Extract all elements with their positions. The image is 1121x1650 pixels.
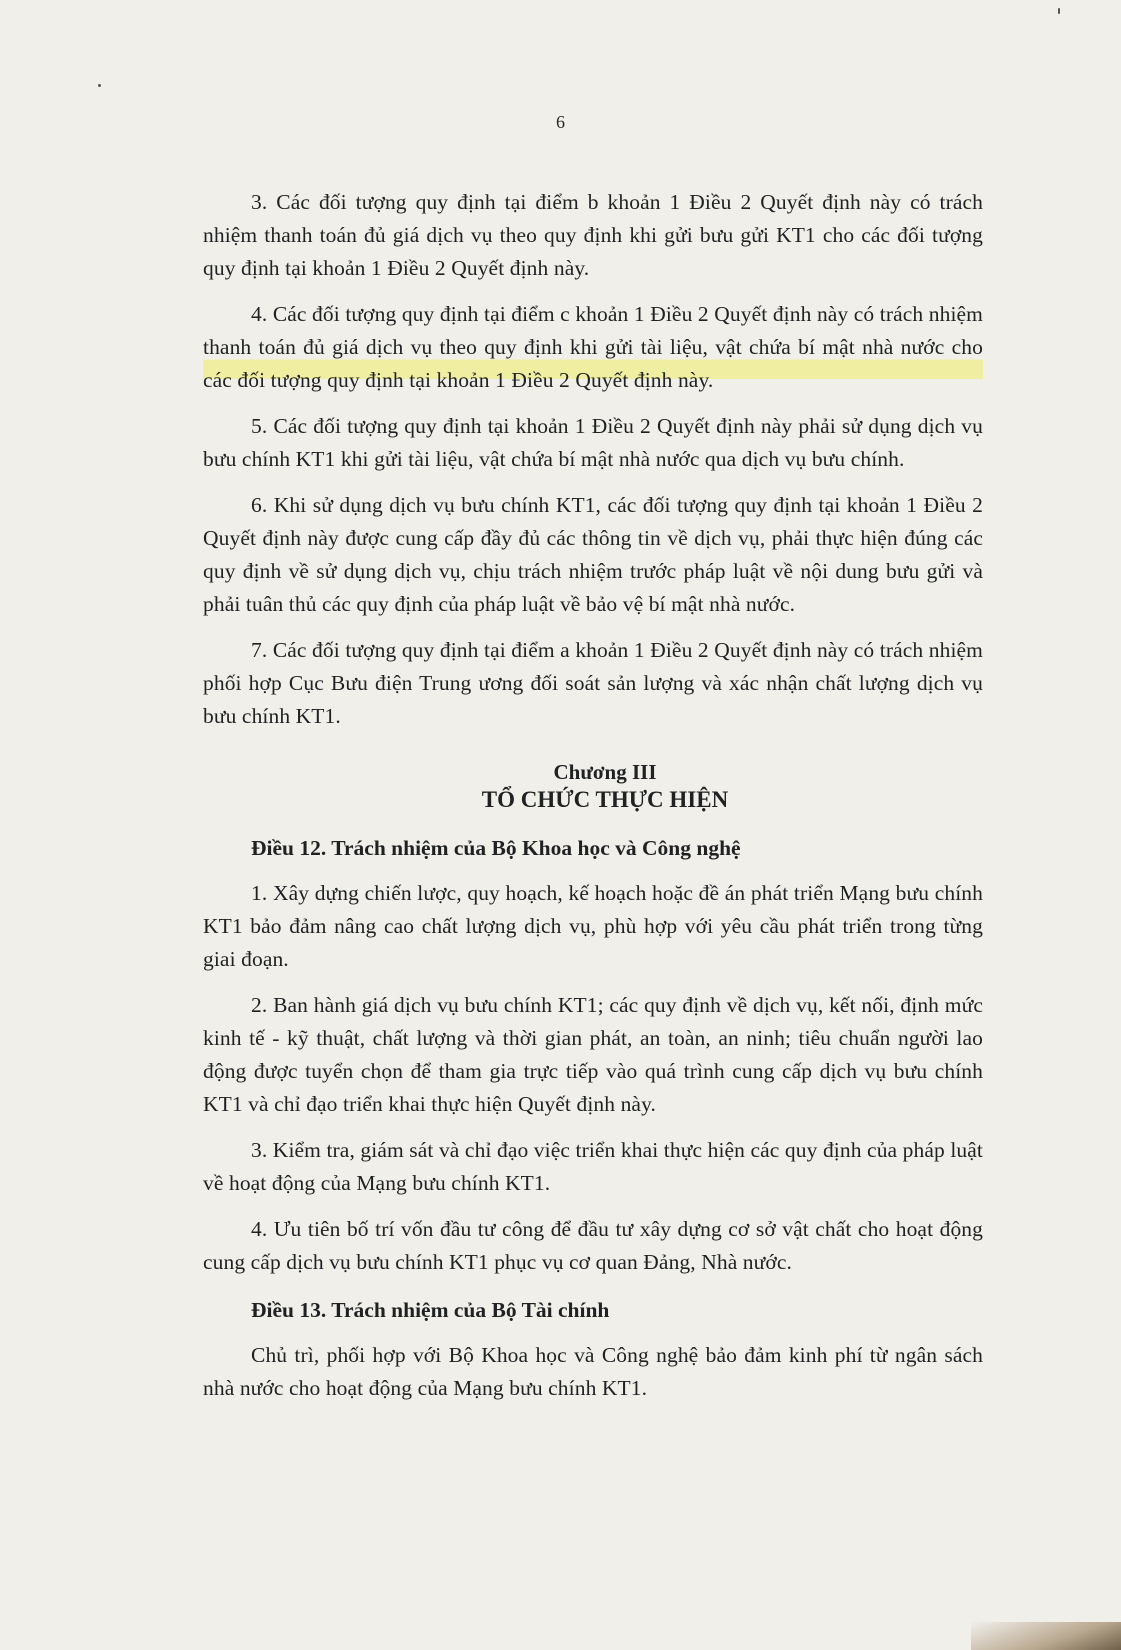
page-number: 6 [556, 112, 565, 132]
article-12-heading: Điều 12. Trách nhiệm của Bộ Khoa học và Công nghệ [251, 836, 741, 860]
chapter-label: Chương III [553, 760, 657, 784]
chapter-title: TỔ CHỨC THỰC HIỆN [481, 787, 729, 812]
paragraph-3: 3. Các đối tượng quy định tại điểm b khoản 1 Điều 2 Quyết định này có trách nhiệm thanh toán đủ giá dịch vụ theo quy định khi gửi bưu gửi KT1 cho các đối tượng quy định tại khoản 1 Điều 2 Quyết định này. [203, 190, 983, 280]
scan-speck [1058, 8, 1060, 14]
paragraph-7: 7. Các đối tượng quy định tại điểm a khoản 1 Điều 2 Quyết định này có trách nhiệm phối hợp Cục Bưu điện Trung ương đối soát sản lượng và xác nhận chất lượng dịch vụ bưu chính KT1. [203, 638, 983, 728]
article-12-item-3: 3. Kiểm tra, giám sát và chỉ đạo việc triển khai thực hiện các quy định của pháp luật về hoạt động của Mạng bưu chính KT1. [203, 1138, 983, 1195]
paragraph-4-highlighted: 4. Các đối tượng quy định tại điểm c khoản 1 Điều 2 Quyết định này có trách nhiệm thanh toán đủ giá dịch vụ theo quy định khi gửi tài liệu, vật chứa bí mật nhà nước cho các đối tượng quy định tại khoản 1 Điều 2 Quyết định này. [203, 298, 983, 397]
article-12-item-1: 1. Xây dựng chiến lược, quy hoạch, kế hoạch hoặc đề án phát triển Mạng bưu chính KT1 bảo đảm nâng cao chất lượng dịch vụ, phù hợp với yêu cầu phát triển trong từng giai đoạn. [203, 881, 983, 971]
paragraph-5: 5. Các đối tượng quy định tại khoản 1 Điều 2 Quyết định này phải sử dụng dịch vụ bưu chính KT1 khi gửi tài liệu, vật chứa bí mật nhà nước qua dịch vụ bưu chính. [203, 414, 983, 471]
scan-edge-shadow [971, 1622, 1121, 1650]
document-body [203, 186, 983, 1405]
article-12-item-4: 4. Ưu tiên bố trí vốn đầu tư công để đầu tư xây dựng cơ sở vật chất cho hoạt động cung cấp dịch vụ bưu chính KT1 phục vụ cơ quan Đảng, Nhà nước. [203, 1217, 983, 1274]
article-13-heading: Điều 13. Trách nhiệm của Bộ Tài chính [251, 1298, 610, 1322]
chapter-header [203, 759, 983, 815]
article-13-item-1: Chủ trì, phối hợp với Bộ Khoa học và Công nghệ bảo đảm kinh phí từ ngân sách nhà nước cho hoạt động của Mạng bưu chính KT1. [203, 1343, 983, 1400]
scan-speck [98, 84, 101, 87]
paragraph-6: 6. Khi sử dụng dịch vụ bưu chính KT1, các đối tượng quy định tại khoản 1 Điều 2 Quyết định này được cung cấp đầy đủ các thông tin về dịch vụ, phải thực hiện đúng các quy định về sử dụng dịch vụ, chịu trách nhiệm trước pháp luật về nội dung bưu gửi và phải tuân thủ các quy định của pháp luật về bảo vệ bí mật nhà nước. [203, 493, 983, 616]
article-12-item-2: 2. Ban hành giá dịch vụ bưu chính KT1; các quy định về dịch vụ, kết nối, định mức kinh tế - kỹ thuật, chất lượng và thời gian phát, an toàn, an ninh; tiêu chuẩn người lao động được tuyển chọn để tham gia trực tiếp vào quá trình cung cấp dịch vụ bưu chính KT1 và chỉ đạo triển khai thực hiện Quyết định này. [203, 993, 983, 1116]
